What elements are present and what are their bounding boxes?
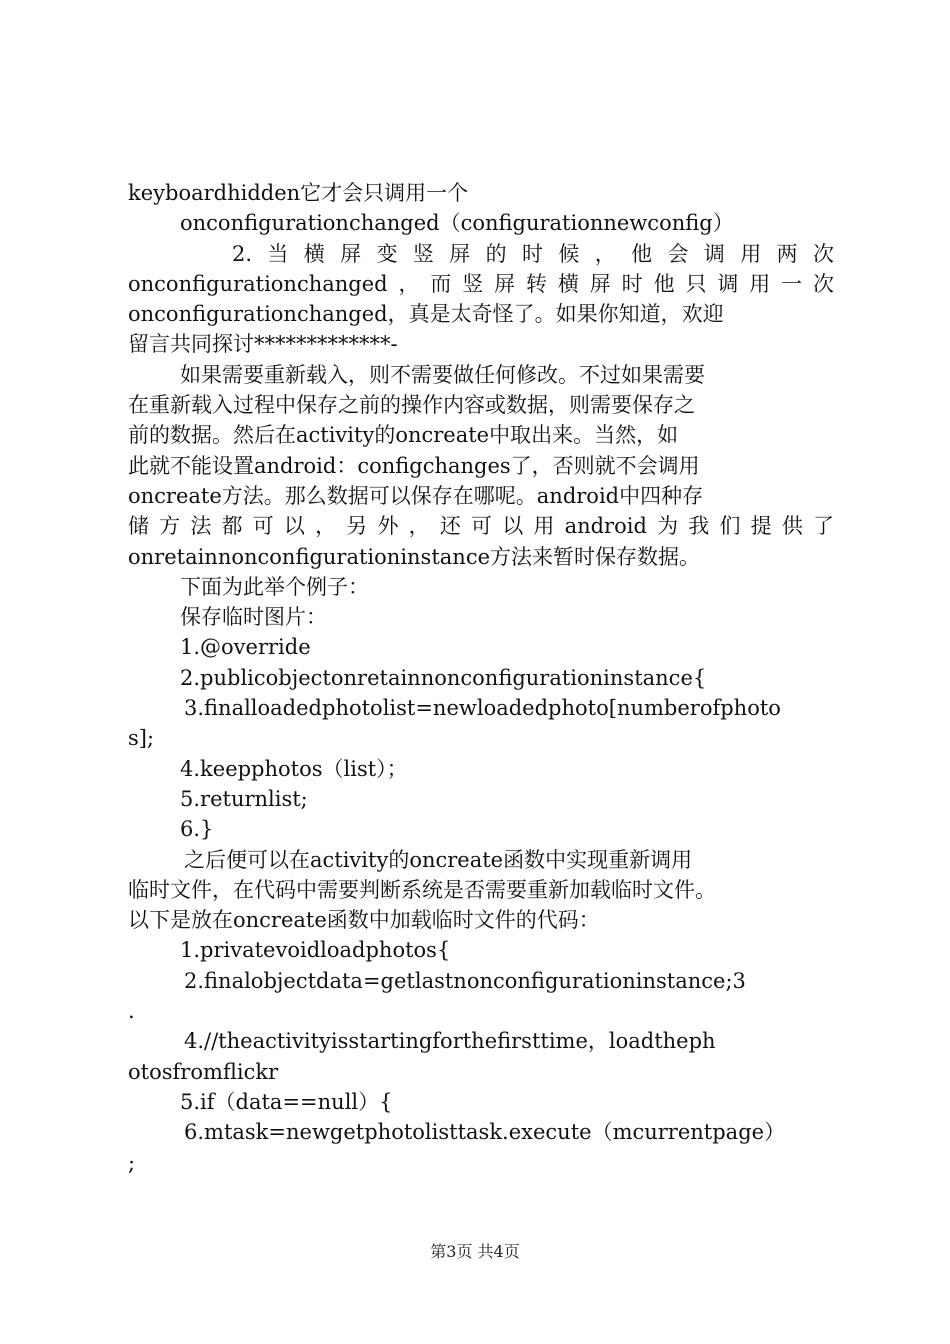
text-line: 2.当横屏变竖屏的时候，他会调用两次 xyxy=(232,241,834,266)
text-line: 之后便可以在activity的oncreate函数中实现重新调用 xyxy=(184,847,693,872)
document-body xyxy=(128,178,834,1178)
text-line: s]; xyxy=(128,726,155,751)
text-line: 临时文件，在代码中需要判断系统是否需要重新加载临时文件。 xyxy=(128,877,716,902)
text-line: 4.//theactivityisstartingforthefirsttime，loadtheph xyxy=(184,1029,716,1054)
page-footer: 第3页 共4页 xyxy=(430,1242,520,1261)
text-line: 如果需要重新载入，则不需要做任何修改。不过如果需要 xyxy=(180,362,705,387)
text-line: oncreate方法。那么数据可以保存在哪呢。android中四种存 xyxy=(128,483,704,508)
text-line: onretainnonconfigurationinstance方法来暂时保存数据。 xyxy=(128,544,701,569)
text-line: 保存临时图片： xyxy=(180,605,327,630)
text-line: 前的数据。然后在activity的oncreate中取出来。当然，如 xyxy=(128,423,679,448)
text-line: 5.returnlist; xyxy=(180,786,308,811)
text-line: 2.publicobjectonretainnonconfigurationinstance{ xyxy=(180,665,707,690)
text-line: . xyxy=(128,999,135,1024)
text-line: onconfigurationchanged，而竖屏转横屏时他只调用一次 xyxy=(128,271,834,296)
text-line: 3.finalloadedphotolist=newloadedphoto[numberofphoto xyxy=(184,696,781,721)
text-line: 以下是放在oncreate函数中加载临时文件的代码： xyxy=(128,908,600,933)
text-line: otosfromflickr xyxy=(128,1059,279,1084)
text-line: 1.@override xyxy=(180,635,311,660)
text-line: 6.} xyxy=(180,817,214,842)
text-line: 6.mtask=newgetphotolisttask.execute（mcurrentpage） xyxy=(184,1120,786,1145)
text-line: onconfigurationchanged（configurationnewconfig） xyxy=(180,211,734,236)
text-line: 留言共同探讨*************- xyxy=(128,332,398,357)
text-line: 在重新载入过程中保存之前的操作内容或数据，则需要保存之 xyxy=(128,393,695,418)
text-line: onconfigurationchanged，真是太奇怪了。如果你知道，欢迎 xyxy=(128,302,724,327)
text-line: 2.finalobjectdata=getlastnonconfigurationinstance;3 xyxy=(184,968,746,993)
text-line: 1.privatevoidloadphotos{ xyxy=(180,938,451,963)
text-line: 下面为此举个例子： xyxy=(180,574,369,599)
text-line: 储方法都可以，另外，还可以用android为我们提供了 xyxy=(128,514,834,539)
text-line: ; xyxy=(128,1150,136,1175)
text-line: 此就不能设置android：configchanges了，否则就不会调用 xyxy=(128,453,700,478)
text-line: 5.if（data==null）{ xyxy=(180,1089,393,1114)
text-line: keyboardhidden它才会只调用一个 xyxy=(128,181,469,205)
text-line: 4.keepphotos（list）； xyxy=(180,756,408,781)
